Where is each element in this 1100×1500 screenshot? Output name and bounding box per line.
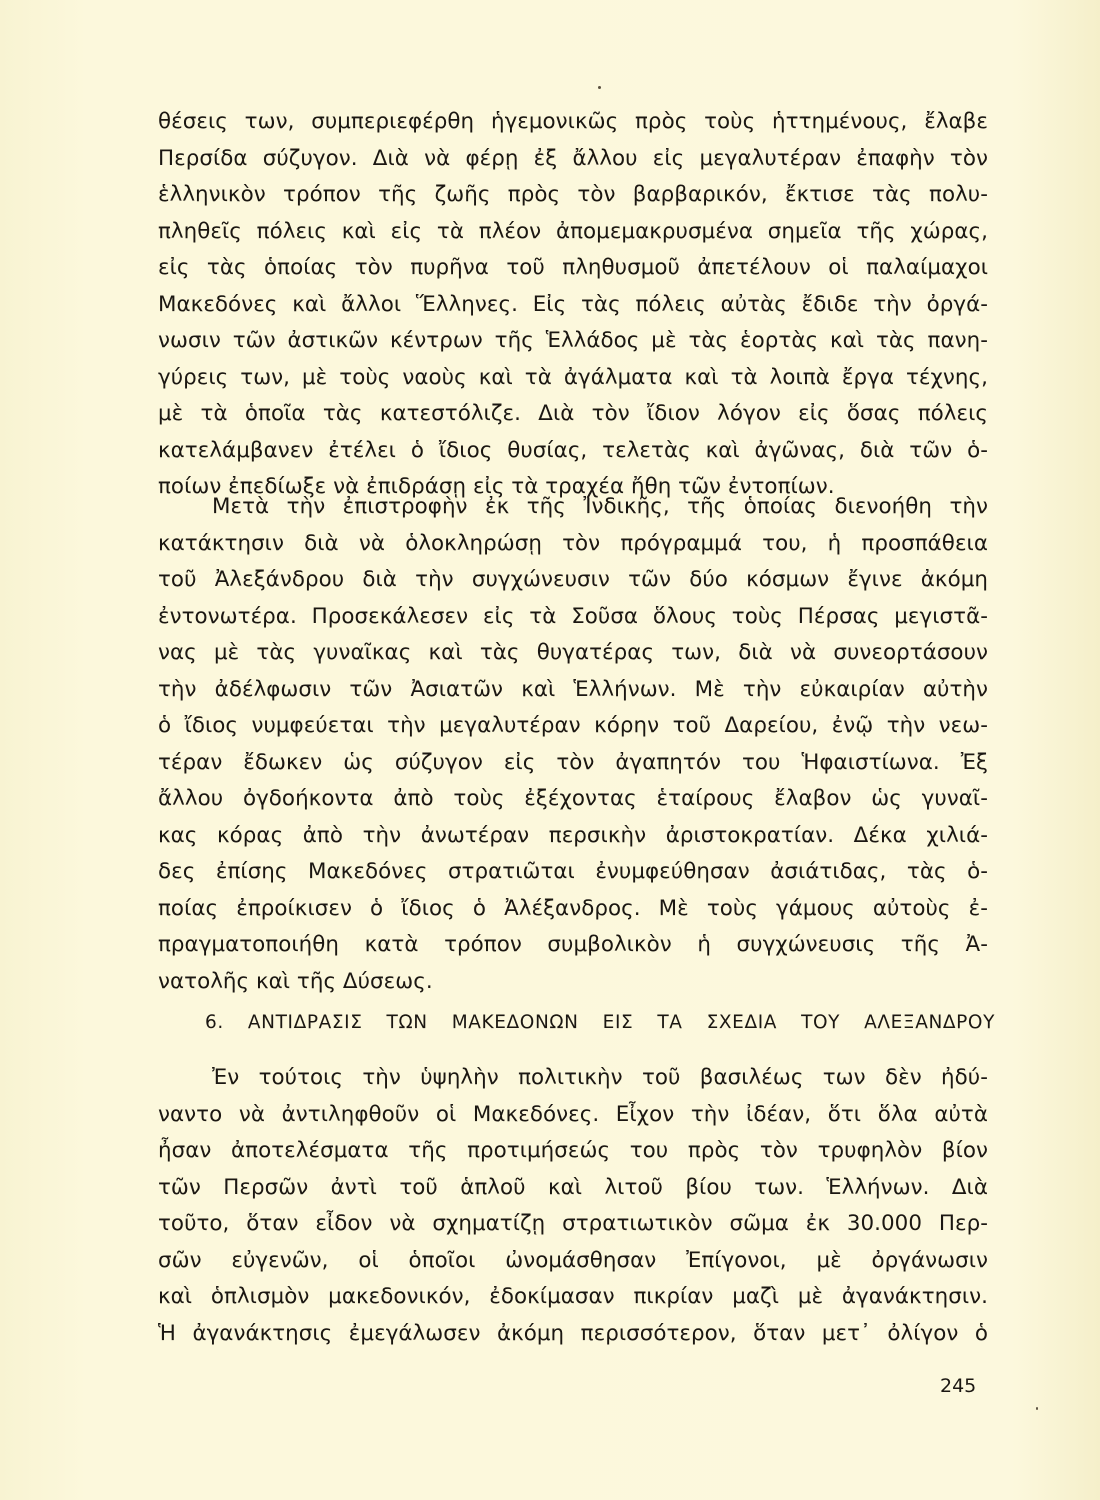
paragraph-line: τὴν ἀδέλφωσιν τῶν Ἀσιατῶν καὶ Ἑλλήνων. Μὲ τὴν εὐκαιρίαν αὐτὴν (158, 676, 988, 702)
paragraph-line: ἐντονωτέρα. Προσεκάλεσεν εἰς τὰ Σοῦσα ὅλους τοὺς Πέρσας μεγιστᾶ- (158, 603, 988, 629)
paragraph-line: καὶ ὁπλισμὸν μακεδονικόν, ἐδοκίμασαν πικρίαν μαζὶ μὲ ἀγανάκτησιν. (158, 1284, 988, 1309)
paragraph-line: Περσίδα σύζυγον. Διὰ νὰ φέρῃ ἐξ ἄλλου εἰς μεγαλυτέραν ἐπαφὴν τὸν (158, 145, 988, 171)
paragraph-line: κατάκτησιν διὰ νὰ ὁλοκληρώσῃ τὸν πρόγραμμά του, ἡ προσπάθεια (158, 530, 988, 556)
print-speck (598, 86, 601, 89)
paragraph-line: ἑλληνικὸν τρόπον τῆς ζωῆς πρὸς τὸν βαρβαρικόν, ἔκτισε τὰς πολυ- (158, 182, 988, 207)
paragraph-line: δες ἐπίσης Μακεδόνες στρατιῶται ἐνυμφεύθησαν ἀσιάτιδας, τὰς ὁ- (158, 859, 988, 884)
paragraph-line: τοῦ Ἀλεξάνδρου διὰ τὴν συγχώνευσιν τῶν δύο κόσμων ἔγινε ἀκόμη (158, 567, 988, 592)
paragraph-line: ποίας ἐπροίκισεν ὁ ἴδιος ὁ Ἀλέξανδρος. Μὲ τοὺς γάμους αὐτοὺς ἐ- (158, 895, 988, 921)
print-speck (1036, 1407, 1038, 1410)
paragraph-line: Ἐν τούτοις τὴν ὑψηλὴν πολιτικὴν τοῦ βασιλέως των δὲν ἠδύ- (212, 1065, 988, 1090)
paragraph-line: ὁ ἴδιος νυμφεύεται τὴν μεγαλυτέραν κόρην τοῦ Δαρείου, ἐνῷ τὴν νεω- (158, 713, 988, 738)
paragraph-line: γύρεις των, μὲ τοὺς ναοὺς καὶ τὰ ἀγάλματα καὶ τὰ λοιπὰ ἔργα τέχνης, (158, 364, 988, 390)
paragraph-line: νωσιν τῶν ἀστικῶν κέντρων τῆς Ἑλλάδος μὲ τὰς ἑορτὰς καὶ τὰς πανη- (158, 328, 988, 353)
paragraph-line: τέραν ἔδωκεν ὡς σύζυγον εἰς τὸν ἀγαπητόν του Ἡφαιστίωνα. Ἐξ (158, 749, 988, 775)
paragraph-line: ποίων ἐπεδίωξε νὰ ἐπιδράσῃ εἰς τὰ τραχέα ἤθη τῶν ἐντοπίων. (158, 474, 835, 499)
paragraph-line: θέσεις των, συμπεριεφέρθη ἡγεμονικῶς πρὸς τοὺς ἡττημένους, ἔλαβε (158, 109, 988, 134)
paragraph-line: κας κόρας ἀπὸ τὴν ἀνωτέραν περσικὴν ἀριστοκρατίαν. Δέκα χιλιά- (158, 822, 988, 848)
paragraph-line: Μετὰ τὴν ἐπιστροφὴν ἐκ τῆς Ἰνδικῆς, τῆς ὁποίας διενοήθη τὴν (212, 494, 988, 519)
paragraph-line: νας μὲ τὰς γυναῖκας καὶ τὰς θυγατέρας των, διὰ νὰ συνεορτάσουν (158, 640, 988, 665)
paragraph-2 (158, 489, 988, 1000)
section-heading: 6. ΑΝΤΙΔΡΑΣΙΣ ΤΩΝ ΜΑΚΕΔΟΝΩΝ ΕΙΣ ΤΑ ΣΧΕΔΙΑ ΤΟΥ ΑΛΕΞΑΝΔΡΟΥ (205, 1012, 995, 1033)
paragraph-line: ναντο νὰ ἀντιληφθοῦν οἱ Μακεδόνες. Εἶχον τὴν ἰδέαν, ὅτι ὅλα αὐτὰ (158, 1101, 988, 1127)
paragraph-3 (158, 1060, 988, 1352)
paragraph-line: πληθεῖς πόλεις καὶ εἰς τὰ πλέον ἀπομεμακρυσμένα σημεῖα τῆς χώρας, (158, 218, 988, 244)
paragraph-line: κατελάμβανεν ἐτέλει ὁ ἴδιος θυσίας, τελετὰς καὶ ἀγῶνας, διὰ τῶν ὁ- (158, 437, 988, 463)
paragraph-line: εἰς τὰς ὁποίας τὸν πυρῆνα τοῦ πληθυσμοῦ ἀπετέλουν οἱ παλαίμαχοι (158, 255, 988, 280)
paragraph-line: ἄλλου ὀγδοήκοντα ἀπὸ τοὺς ἐξέχοντας ἑταίρους ἔλαβον ὡς γυναῖ- (158, 786, 988, 811)
page-number: 245 (940, 1375, 977, 1397)
paragraph-line: ἦσαν ἀποτελέσματα τῆς προτιμήσεώς του πρὸς τὸν τρυφηλὸν βίον (158, 1138, 988, 1163)
paragraph-line: Ἡ ἀγανάκτησις ἐμεγάλωσεν ἀκόμη περισσότερον, ὅταν μετ᾽ ὀλίγον ὁ (158, 1320, 988, 1346)
paragraph-line: μὲ τὰ ὁποῖα τὰς κατεστόλιζε. Διὰ τὸν ἴδιον λόγον εἰς ὅσας πόλεις (158, 401, 988, 426)
paragraph-line: τοῦτο, ὅταν εἶδον νὰ σχηματίζῃ στρατιωτικὸν σῶμα ἐκ 30.000 Περ- (158, 1211, 988, 1236)
paragraph-line: νατολῆς καὶ τῆς Δύσεως. (158, 968, 433, 994)
paragraph-line: σῶν εὐγενῶν, οἱ ὁποῖοι ὠνομάσθησαν Ἐπίγονοι, μὲ ὀργάνωσιν (158, 1247, 988, 1273)
paragraph-line: πραγματοποιήθη κατὰ τρόπον συμβολικὸν ἡ συγχώνευσις τῆς Ἀ- (158, 932, 988, 957)
paragraph-line: τῶν Περσῶν ἀντὶ τοῦ ἁπλοῦ καὶ λιτοῦ βίου των. Ἑλλήνων. Διὰ (158, 1174, 988, 1200)
paragraph-line: Μακεδόνες καὶ ἄλλοι Ἕλληνες. Εἰς τὰς πόλεις αὐτὰς ἔδιδε τὴν ὀργά- (158, 291, 988, 317)
paragraph-1 (158, 104, 988, 506)
